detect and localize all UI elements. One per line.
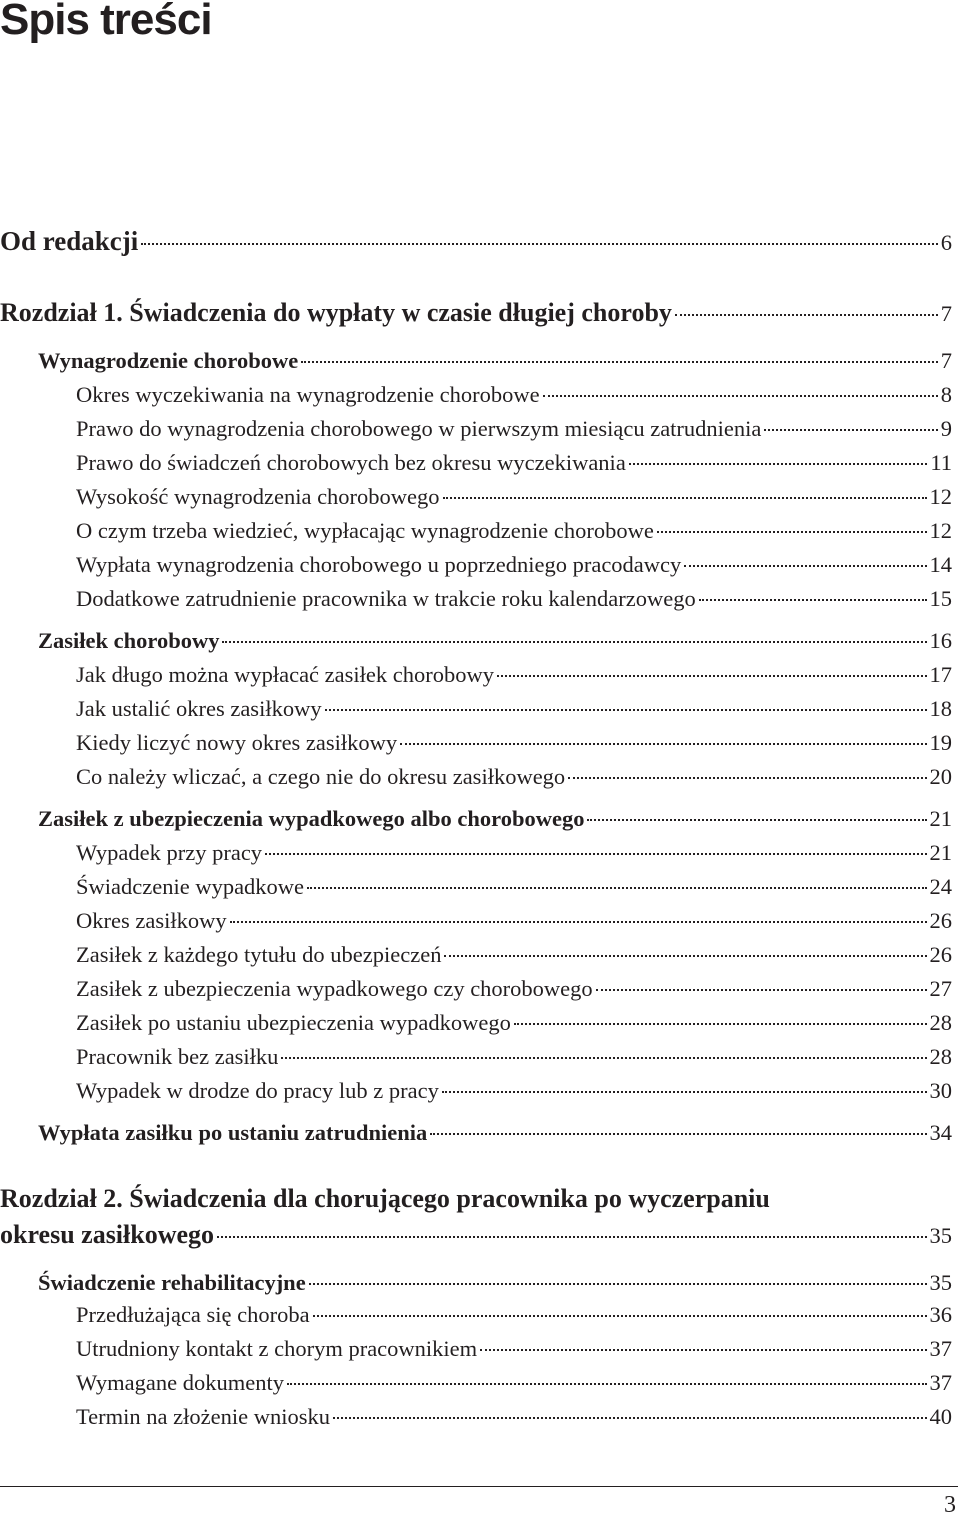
dot-leader	[675, 314, 938, 316]
toc-entry[interactable]	[76, 518, 952, 552]
toc-entry-title: Okres zasiłkowy	[76, 908, 227, 933]
toc-entry-page: 28	[929, 1044, 952, 1069]
toc-entry-page: 7	[940, 301, 952, 326]
toc-entry[interactable]	[76, 976, 952, 1010]
toc-entry[interactable]	[76, 382, 952, 416]
toc-entry-title: Jak długo można wypłacać zasiłek chorobowy	[76, 662, 494, 687]
toc-chapter-2-first-line[interactable]: Rozdział 2. Świadczenia dla chorującego pracownika po wyczerpaniu	[0, 1184, 770, 1213]
dot-leader	[514, 1023, 927, 1025]
toc-entry-title: Termin na złożenie wniosku	[76, 1404, 330, 1429]
toc-entry-page: 27	[929, 976, 952, 1001]
toc-entry[interactable]	[38, 806, 952, 840]
toc-entry-title: Wynagrodzenie chorobowe	[38, 348, 299, 373]
toc-entry-title: Zasiłek z każdego tytułu do ubezpieczeń	[76, 942, 442, 967]
toc-entry[interactable]	[76, 1336, 952, 1370]
dot-leader	[442, 1091, 927, 1093]
dot-leader	[309, 1283, 927, 1285]
toc-entry[interactable]	[76, 1370, 952, 1404]
toc-entry-page: 9	[940, 416, 952, 441]
toc-entry-title: Od redakcji	[0, 226, 139, 256]
toc-entry-title: Zasiłek z ubezpieczenia wypadkowego albo chorobowego	[38, 806, 585, 831]
footer-divider	[0, 1486, 958, 1487]
dot-leader	[217, 1236, 926, 1238]
toc-entry-page: 36	[929, 1302, 952, 1327]
dot-leader	[568, 777, 926, 779]
toc-entry-title: Wypadek w drodze do pracy lub z pracy	[76, 1078, 439, 1103]
toc-entry[interactable]	[76, 1302, 952, 1336]
toc-entry-title: Kiedy liczyć nowy okres zasiłkowy	[76, 730, 398, 755]
toc-entry-page: 24	[929, 874, 952, 899]
toc-entry-page: 14	[929, 552, 952, 577]
toc-entry-page: 12	[929, 518, 952, 543]
toc-entry[interactable]	[76, 450, 952, 484]
toc-entry[interactable]	[76, 662, 952, 696]
toc-entry[interactable]	[0, 226, 952, 260]
toc-entry-page: 19	[929, 730, 952, 755]
toc-entry-page: 26	[929, 942, 952, 967]
toc-entry-page: 17	[929, 662, 952, 687]
dot-leader	[684, 565, 926, 567]
dot-leader	[587, 819, 926, 821]
toc-entry-page: 28	[929, 1010, 952, 1035]
dot-leader	[222, 641, 926, 643]
toc-entry-title: Co należy wliczać, a czego nie do okresu zasiłkowego	[76, 764, 566, 789]
toc-entry[interactable]	[76, 1078, 952, 1112]
toc-entry[interactable]	[76, 1044, 952, 1078]
toc-entry-title: Prawo do świadczeń chorobowych bez okresu wyczekiwania	[76, 450, 626, 475]
dot-leader	[141, 243, 937, 245]
toc-entry[interactable]	[76, 874, 952, 908]
toc-entry[interactable]	[76, 586, 952, 620]
toc-entry-page: 6	[940, 230, 952, 255]
toc-entry[interactable]	[76, 1404, 952, 1438]
toc-entry-page: 21	[929, 840, 952, 865]
toc-entry-page: 30	[929, 1078, 952, 1103]
toc-entry-title: O czym trzeba wiedzieć, wypłacając wynagrodzenie chorobowe	[76, 518, 654, 543]
toc-entry-title: Prawo do wynagrodzenia chorobowego w pierwszym miesiącu zatrudnienia	[76, 416, 762, 441]
toc-entry[interactable]	[76, 484, 952, 518]
dot-leader	[333, 1417, 927, 1419]
dot-leader	[480, 1349, 926, 1351]
toc-entry-title: Wypłata zasiłku po ustaniu zatrudnienia	[38, 1120, 428, 1145]
toc-entry-title: Świadczenie wypadkowe	[76, 874, 305, 899]
dot-leader	[497, 675, 927, 677]
toc-entry-title: Wypadek przy pracy	[76, 840, 263, 865]
toc-entry-title: Utrudniony kontakt z chorym pracownikiem	[76, 1336, 478, 1361]
dot-leader	[543, 395, 938, 397]
toc-entry[interactable]	[76, 730, 952, 764]
toc-entry-title: Wysokość wynagrodzenia chorobowego	[76, 484, 440, 509]
toc-entry-page: 26	[929, 908, 952, 933]
dot-leader	[301, 361, 938, 363]
toc-entry-title: Zasiłek chorobowy	[38, 628, 220, 653]
toc-entry-page: 20	[929, 764, 952, 789]
dot-leader	[443, 497, 927, 499]
toc-entry-page: 18	[929, 696, 952, 721]
dot-leader	[444, 955, 926, 957]
page-title: Spis treści	[0, 0, 212, 44]
toc-entry-page: 35	[929, 1270, 952, 1295]
toc-entry-title: Przedłużająca się choroba	[76, 1302, 310, 1327]
toc-entry-page: 40	[929, 1404, 952, 1429]
dot-leader	[325, 709, 927, 711]
toc-entry-page: 16	[929, 628, 952, 653]
toc-entry[interactable]	[76, 552, 952, 586]
toc-entry-page: 7	[940, 348, 952, 373]
dot-leader	[287, 1383, 927, 1385]
dot-leader	[629, 463, 928, 465]
toc-entry-page: 15	[929, 586, 952, 611]
toc-entry-title: Okres wyczekiwania na wynagrodzenie chorobowe	[76, 382, 540, 407]
toc-entry[interactable]	[38, 1270, 952, 1304]
dot-leader	[430, 1133, 926, 1135]
dot-leader	[307, 887, 926, 889]
toc-entry-page: 37	[929, 1336, 952, 1361]
toc-entry-title: Dodatkowe zatrudnienie pracownika w trakcie roku kalendarzowego	[76, 586, 696, 611]
toc-entry[interactable]	[76, 416, 952, 450]
toc-entry-title: Pracownik bez zasiłku	[76, 1044, 279, 1069]
toc-entry[interactable]	[76, 764, 952, 798]
toc-entry-title: Jak ustalić okres zasiłkowy	[76, 696, 322, 721]
dot-leader	[596, 989, 927, 991]
dot-leader	[281, 1057, 926, 1059]
toc-entry[interactable]	[76, 942, 952, 976]
toc-entry[interactable]	[38, 628, 952, 662]
toc-entry-page: 8	[940, 382, 952, 407]
toc-entry-title: Zasiłek z ubezpieczenia wypadkowego czy chorobowego	[76, 976, 593, 1001]
toc-entry-page: 21	[929, 806, 952, 831]
dot-leader	[657, 531, 927, 533]
toc-entry-page: 34	[929, 1120, 952, 1145]
toc-entry[interactable]	[76, 696, 952, 730]
toc-entry[interactable]	[76, 908, 952, 942]
toc-entry-title: Wymagane dokumenty	[76, 1370, 284, 1395]
toc-entry-page: 12	[929, 484, 952, 509]
toc-entry[interactable]	[76, 840, 952, 874]
toc-entry-page: 37	[929, 1370, 952, 1395]
dot-leader	[699, 599, 927, 601]
dot-leader	[265, 853, 926, 855]
dot-leader	[313, 1315, 927, 1317]
toc-entry[interactable]	[38, 1120, 952, 1154]
page-number: 3	[944, 1492, 956, 1518]
toc-entry-title: okresu zasiłkowego	[0, 1220, 215, 1249]
toc-entry-title: Wypłata wynagrodzenia chorobowego u poprzedniego pracodawcy	[76, 552, 682, 577]
dot-leader	[764, 429, 937, 431]
toc-entry-title: Rozdział 1. Świadczenia do wypłaty w czasie długiej choroby	[0, 298, 672, 327]
dot-leader	[230, 921, 927, 923]
dot-leader	[400, 743, 926, 745]
toc-entry-title: Zasiłek po ustaniu ubezpieczenia wypadkowego	[76, 1010, 511, 1035]
toc-entry[interactable]	[38, 348, 952, 382]
toc-entry[interactable]	[76, 1010, 952, 1044]
toc-entry[interactable]	[0, 298, 952, 332]
toc-entry-title: Świadczenie rehabilitacyjne	[38, 1270, 306, 1295]
toc-entry-page: 11	[930, 450, 952, 475]
toc-entry[interactable]	[0, 1220, 952, 1254]
toc-entry-page: 35	[929, 1223, 952, 1248]
